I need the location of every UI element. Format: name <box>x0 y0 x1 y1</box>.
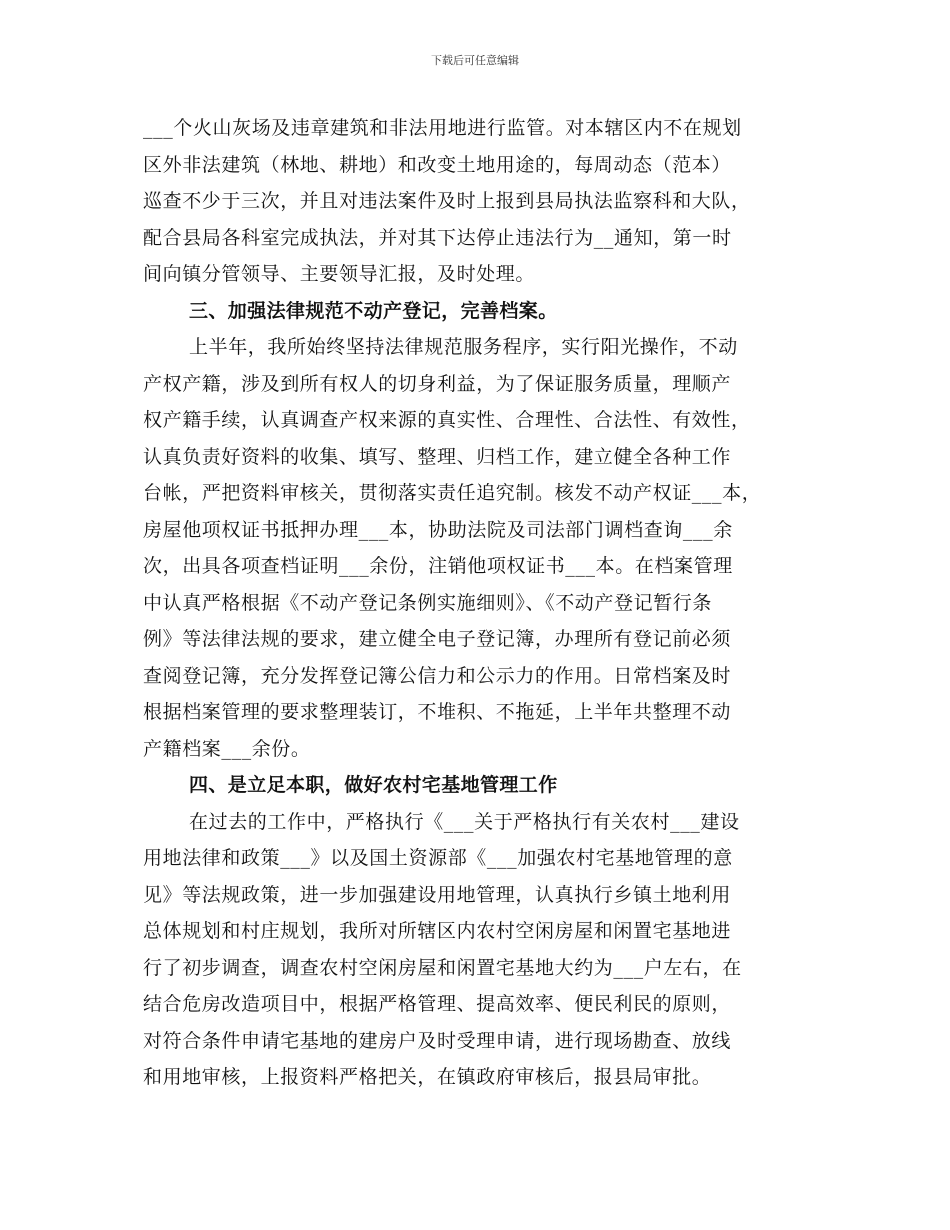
text-line: 用地法律和政策___》以及国土资源部《___加强农村宅基地管理的意 <box>143 847 733 869</box>
text-line: 认真负责好资料的收集、填写、整理、归档工作，建立健全各种工作 <box>143 445 732 468</box>
document-body <box>143 110 813 1096</box>
text-line: 在过去的工作中，严格执行《___关于严格执行有关农村___建设 <box>189 810 740 833</box>
text-line: 结合危房改造项目中，根据严格管理、提高效率、便民利民的原则， <box>143 993 732 1015</box>
text-line: 对符合条件申请宅基地的建房户及时受理申请，进行现场勘查、放线 <box>143 1029 732 1052</box>
text-line: 台帐，严把资料审核关，贯彻落实责任追究制。核发不动产权证___本， <box>143 482 762 504</box>
text-line: 产籍档案___余份。 <box>143 737 311 760</box>
text-line: 配合县局各科室完成执法，并对其下达停止违法行为__通知，第一时 <box>143 226 732 249</box>
paragraph <box>143 110 813 293</box>
text-line: 查阅登记簿，充分发挥登记簿公信力和公示力的作用。日常档案及时 <box>143 664 732 687</box>
heading-text: 四、是立足本职，做好农村宅基地管理工作 <box>189 774 558 796</box>
text-line: 中认真严格根据《不动产登记条例实施细则》、《不动产登记暂行条 <box>143 591 713 614</box>
text-line: 和用地审核，上报资料严格把关，在镇政府审核后，报县局审批。 <box>143 1066 712 1088</box>
heading-text: 三、加强法律规范不动产登记，完善档案。 <box>189 299 558 322</box>
text-line: 次，出具各项查档证明___余份，注销他项权证书___本。在档案管理 <box>143 555 733 577</box>
text-line: 权产籍手续，认真调查产权来源的真实性、合理性、合法性、有效性， <box>143 409 751 431</box>
text-line: 总体规划和村庄规划，我所对所辖区内农村空闲房屋和闲置宅基地进 <box>143 920 732 942</box>
text-line: 行了初步调查，调查农村空闲房屋和闲置宅基地大约为___户左右，在 <box>143 956 742 979</box>
text-line: 见》等法规政策，进一步加强建设用地管理，认真执行乡镇土地利用 <box>143 883 732 906</box>
text-line: 上半年，我所始终坚持法律规范服务程序，实行阳光操作，不动 <box>189 336 738 358</box>
text-line: 区外非法建筑（林地、耕地）和改变土地用途的，每周动态（范本） <box>143 153 732 176</box>
text-line: 巡查不少于三次，并且对违法案件及时上报到县局执法监察科和大队， <box>143 190 751 212</box>
paragraph <box>143 329 813 767</box>
text-line: 例》等法律法规的要求，建立健全电子登记簿，办理所有登记前必须 <box>143 628 732 650</box>
text-line: 产权产籍，涉及到所有权人的切身利益，为了保证服务质量，理顺产 <box>143 372 732 395</box>
text-line: ___个火山灰场及违章建筑和非法用地进行监管。对本辖区内不在规划 <box>143 117 742 139</box>
paragraph <box>143 804 813 1096</box>
section-heading <box>143 767 813 804</box>
text-line: 房屋他项权证书抵押办理___本，协助法院及司法部门调档查询___余 <box>143 518 733 541</box>
page-header: 下载后可任意编辑 <box>431 54 519 67</box>
section-heading <box>143 293 813 330</box>
text-line: 间向镇分管领导、主要领导汇报，及时处理。 <box>143 263 536 285</box>
text-line: 根据档案管理的要求整理装订，不堆积、不拖延，上半年共整理不动 <box>143 701 732 723</box>
